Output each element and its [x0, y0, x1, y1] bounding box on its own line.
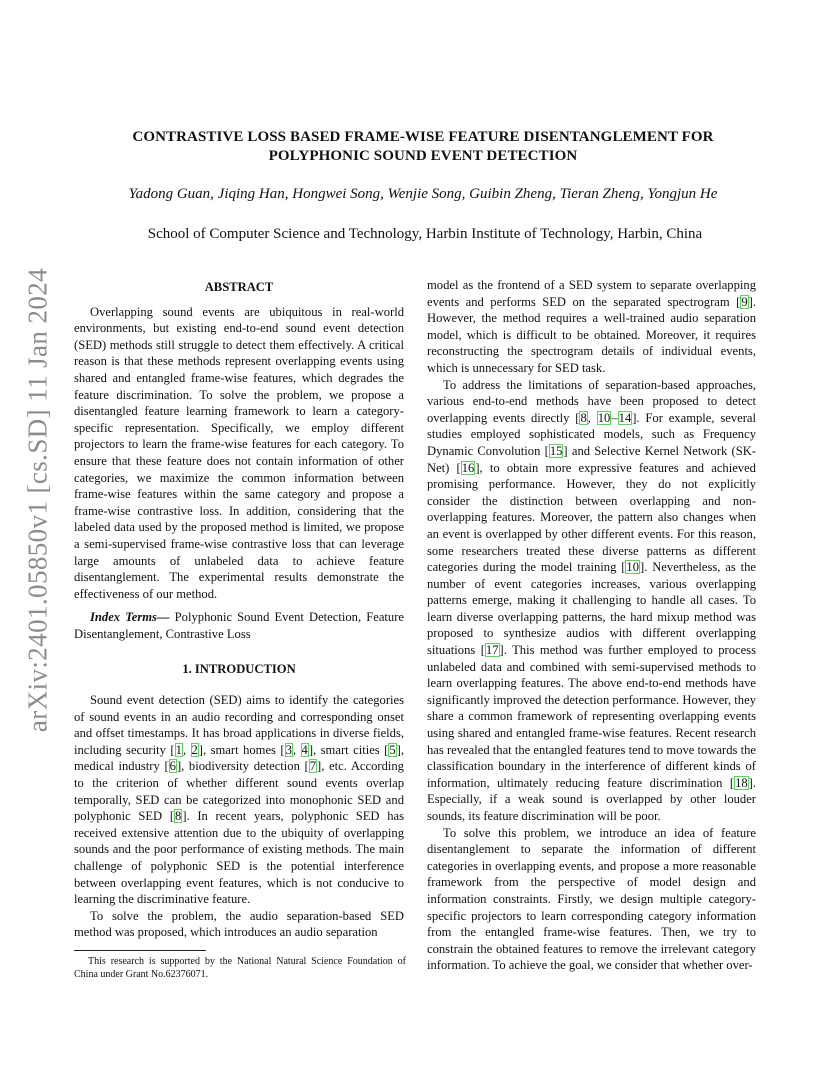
citation-link[interactable]: 15	[549, 443, 563, 458]
text-run: ] and Selective Kernel Network (SK-Net) [	[427, 443, 756, 475]
citation-link[interactable]: 7	[309, 759, 317, 774]
citation-link[interactable]: 17	[485, 643, 499, 658]
citation-link[interactable]: 5	[389, 742, 396, 757]
text-run: ]. This method was further employed to process unlabeled data and combined with semi-supervised methods to learn overlapping features. The above end-to-end methods have significantly improved the detection performance. However, they share a common framework of representing overlapping events using shared and entangled frame-wise features. Recent research has revealed that the entangled features tend to move towards the classification boundary in the interference of different kinds of information, ultimately reducing feature discrimination [	[427, 643, 756, 790]
text-run: ]. However, the method requires a well-trained audio separation model, which is difficult to be obtained. Moreover, it requires reconstructing the spectrogram details of individual events, which is unnecessary for SED task.	[427, 294, 756, 375]
citation-link[interactable]: 10	[626, 560, 640, 575]
right-paragraph-2	[427, 377, 756, 825]
text-run: –	[611, 410, 618, 425]
text-run: ,	[182, 742, 191, 757]
intro-paragraph-1	[74, 692, 404, 908]
text-run: ]. Nevertheless, as the number of event categories increases, various overlapping patterns emerge, making it challenging to handle all cases. To learn diverse overlapping patterns, the hard mixup method was proposed to synthesize audios with different overlapping situations [	[427, 560, 756, 658]
abstract-text: Overlapping sound events are ubiquitous in real-world environments, but existing end-to-end sound event detection (SED) methods still struggle to detect them effectively. A critical reason is that these methods represent overlapping events using shared and entangled frame-wise features, which degrades the feature discrimination. To solve the problem, we propose a disentangled feature learning framework to learn a category-specific representation. Specifically, we employ different projectors to learn the frame-wise features for each category. To ensure that these feature does not contain information of other categories, we maximize the common information between frame-wise features within the same category and propose a frame-wise contrastive loss. In addition, considering that the labeled data used by the proposed method is limited, we propose a semi-supervised frame-wise contrastive loss that can leverage large amounts of unlabeled data to achieve feature disentanglement. The experimental results demonstrate the effectiveness of our method.	[74, 304, 404, 601]
text-run: ]. For example, several studies employed sophisticated models, such as Frequency Dynamic Convolution [	[427, 410, 757, 458]
text-run: ], etc. According to the criterion of whether different sound events overlap temporally, SED can be categorized into monophonic SED and polyphonic SED [	[74, 759, 404, 824]
intro-paragraph-2: To solve the problem, the audio separation-based SED method was proposed, which introduces an audio separation	[74, 908, 404, 940]
citation-link[interactable]: 10	[597, 410, 611, 425]
abstract-heading: ABSTRACT	[204, 280, 274, 294]
index-terms	[74, 609, 404, 642]
citation-link[interactable]: 8	[175, 809, 182, 824]
citation-link[interactable]: 14	[618, 410, 632, 425]
right-paragraph-3: To solve this problem, we introduce an idea of feature disentanglement to separate the information of different categories in overlapping events, and propose a more reasonable framework from the perspective of model design and information constraints. Firstly, we design multiple category-specific projectors to learn corresponding category information from the entangled frame-wise features. Then, we try to constrain the obtained features to remove the irrelevant category information. To achieve the goal, we consider that whether over-	[427, 825, 756, 973]
introduction-heading: 1. INTRODUCTION	[182, 662, 296, 677]
citation-link[interactable]: 1	[175, 742, 182, 757]
funding-footnote: This research is supported by the National Natural Science Foundation of China under Grant No.62376071.	[74, 956, 406, 980]
text-run: ,	[587, 410, 597, 425]
text-run: ], smart homes [	[198, 742, 285, 757]
right-column	[427, 277, 756, 974]
text-run: ], medical industry [	[74, 742, 404, 774]
citation-link[interactable]: 18	[735, 775, 748, 790]
text-run: ,	[292, 742, 301, 757]
index-terms-text: Polyphonic Sound Event Detection, Feature Disentanglement, Contrastive Loss	[74, 610, 404, 641]
affiliation: School of Computer Science and Technology, Harbin Institute of Technology, Harbin, China	[147, 226, 703, 242]
citation-link[interactable]: 6	[169, 759, 176, 774]
arxiv-identifier: arXiv:2401.05850v1 [cs.SD] 11 Jan 2024	[22, 267, 53, 733]
right-paragraph-1	[427, 277, 756, 377]
citation-link[interactable]: 3	[285, 742, 292, 757]
paper-title: CONTRASTIVE LOSS BASED FRAME-WISE FEATURE DISENTANGLEMENT FOR POLYPHONIC SOUND EVENT DETECTION	[132, 129, 714, 164]
footnote-rule	[74, 950, 206, 951]
text-run: ], biodiversity detection [	[176, 759, 309, 774]
citation-link[interactable]: 9	[741, 294, 748, 309]
citation-link[interactable]: 2	[191, 742, 198, 757]
index-terms-label: Index Terms—	[90, 610, 170, 625]
citation-link[interactable]: 16	[461, 460, 475, 475]
text-run: ], to obtain more expressive features and achieved promising performance. However, they do not explicitly consider the distinction between overlapping and non-overlapping features. Moreover, the pattern also changes when an event is overlapped by other different events. For this reason, some researchers treated these diverse patterns as different categories during the model training [	[427, 460, 756, 575]
left-column	[74, 279, 404, 941]
citation-link[interactable]: 4	[301, 742, 308, 757]
text-run: To address the limitations of separation-based approaches, various end-to-end methods have been proposed to detect overlapping events directly [	[427, 377, 756, 425]
text-run: ], smart cities [	[308, 742, 389, 757]
text-run: ]. In recent years, polyphonic SED has received extensive attention due to the ubiquity of overlapping sounds and the poor performance of existing methods. The main challenge of polyphonic SED is the potential interference between overlapping event features, which is not conducive to learning the discriminative feature.	[74, 809, 404, 907]
text-run: Sound event detection (SED) aims to identify the categories of sound events in an audio recording and corresponding onset and offset timestamps. It has broad applications in diverse fields, including security [	[74, 693, 404, 757]
citation-link[interactable]: 8	[580, 410, 587, 425]
arxiv-side-stamp	[18, 180, 58, 820]
text-run: ]. Especially, if a weak sound is overlapped by other louder sounds, its feature discrimination will be poor.	[427, 775, 756, 823]
author-list: Yadong Guan, Jiqing Han, Hongwei Song, Wenjie Song, Guibin Zheng, Tieran Zheng, Yongjun He	[128, 186, 718, 202]
text-run: model as the frontend of a SED system to separate overlapping events and performs SED on the separated spectrogram [	[427, 278, 756, 309]
